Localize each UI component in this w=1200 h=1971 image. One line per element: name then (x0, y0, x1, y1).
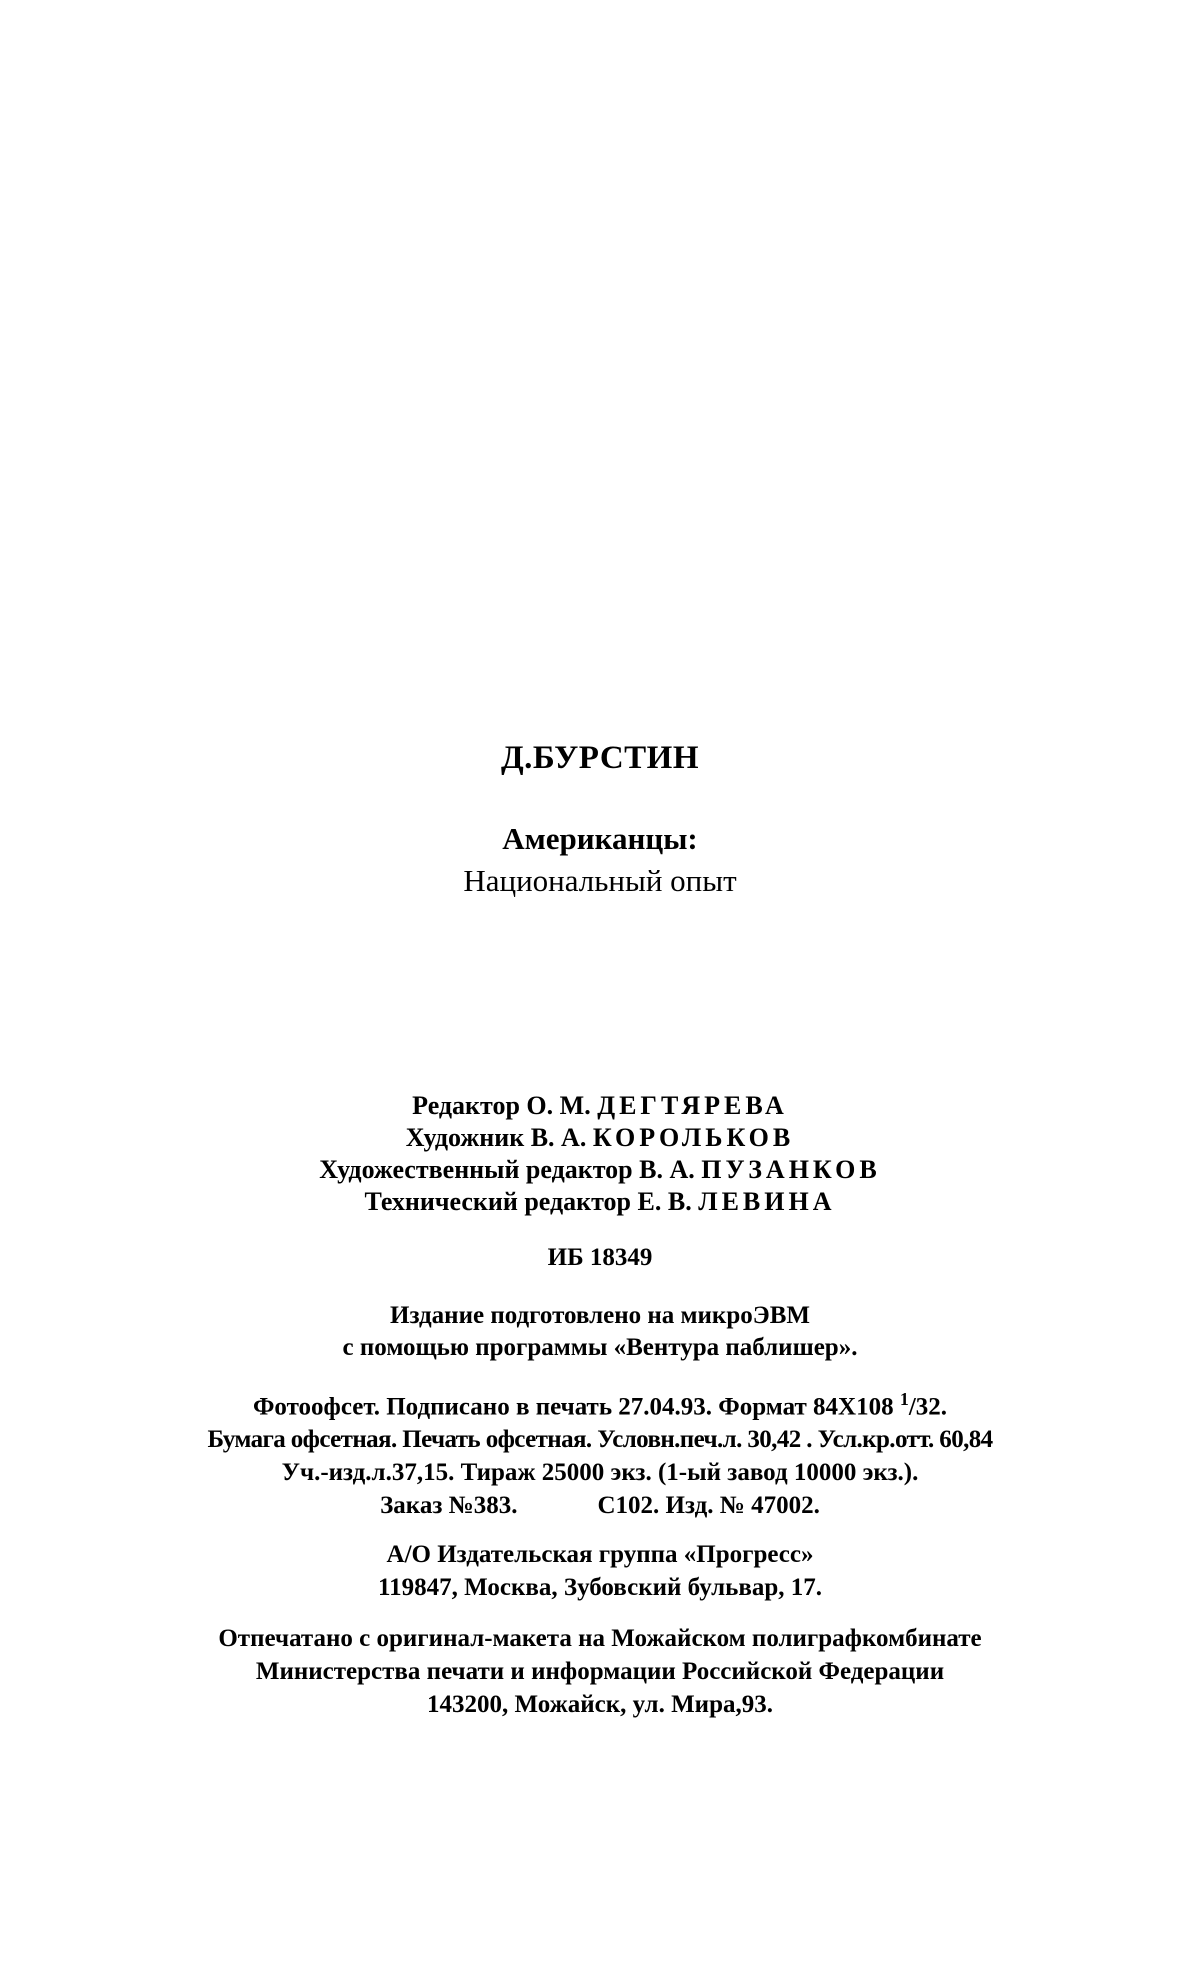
credit-name: ДЕГТЯРЕВА (597, 1091, 788, 1120)
specs-line-1 (0, 1383, 1200, 1423)
format-fraction-denominator: /32. (908, 1393, 948, 1421)
specs-line-1-text: Фотоофсет. Подписано в печать 27.04.93. Формат 84Х108 (252, 1393, 894, 1421)
printer-info (0, 1622, 1200, 1721)
credit-editor (0, 1090, 1200, 1122)
credit-artist (0, 1122, 1200, 1154)
credit-name: ПУЗАНКОВ (701, 1155, 881, 1184)
ib-number (0, 1244, 1200, 1272)
publisher-line-2: 119847, Москва, Зубовский бульвар, 17. (378, 1574, 822, 1601)
publisher-info (0, 1538, 1200, 1604)
book-title (0, 818, 1200, 902)
author-name (0, 740, 1200, 777)
printer-line-2: Министерства печати и информации Российской Федерации (255, 1658, 945, 1685)
credit-role: Художник В. А. (405, 1123, 587, 1152)
specs-order-line (0, 1489, 1200, 1522)
printer-line-3: 143200, Можайск, ул. Мира,93. (427, 1691, 773, 1718)
specs-line-3: Уч.-изд.л.37,15. Тираж 25000 экз. (1-ый завод 10000 экз.). (281, 1459, 919, 1487)
preparation-line-1: Издание подготовлено на микроЭВМ (390, 1302, 810, 1329)
credit-role: Художественный редактор В. А. (319, 1155, 695, 1184)
credits-list (0, 1090, 1200, 1218)
ib-number-text: ИБ 18349 (547, 1244, 653, 1271)
specs-line-2: Бумага офсетная. Печать офсетная. Условн.печ.л. 30,42 . Усл.кр.отт. 60,84 (207, 1426, 993, 1454)
credit-art-editor (0, 1154, 1200, 1186)
credit-tech-editor (0, 1186, 1200, 1218)
credit-name: ЛЕВИНА (698, 1187, 836, 1216)
format-fraction-numerator: 1 (899, 1389, 909, 1409)
credit-role: Технический редактор Е. В. (364, 1187, 692, 1216)
preparation-note (0, 1300, 1200, 1364)
credit-role: Редактор О. М. (412, 1091, 591, 1120)
order-number: Заказ №383. (380, 1492, 518, 1520)
title-subtitle: Национальный опыт (463, 863, 737, 898)
author-text: Д.БУРСТИН (500, 740, 700, 776)
publisher-line-1: А/О Издательская группа «Прогресс» (386, 1541, 814, 1568)
publication-codes: С102. Изд. № 47002. (597, 1492, 820, 1520)
title-main: Американцы: (502, 821, 698, 856)
print-specs (0, 1383, 1200, 1522)
printer-line-1: Отпечатано с оригинал-макета на Можайском полиграфкомбинате (218, 1625, 982, 1652)
preparation-line-2: с помощью программы «Вентура паблишер». (342, 1334, 858, 1361)
credit-name: КОРОЛЬКОВ (592, 1123, 795, 1152)
